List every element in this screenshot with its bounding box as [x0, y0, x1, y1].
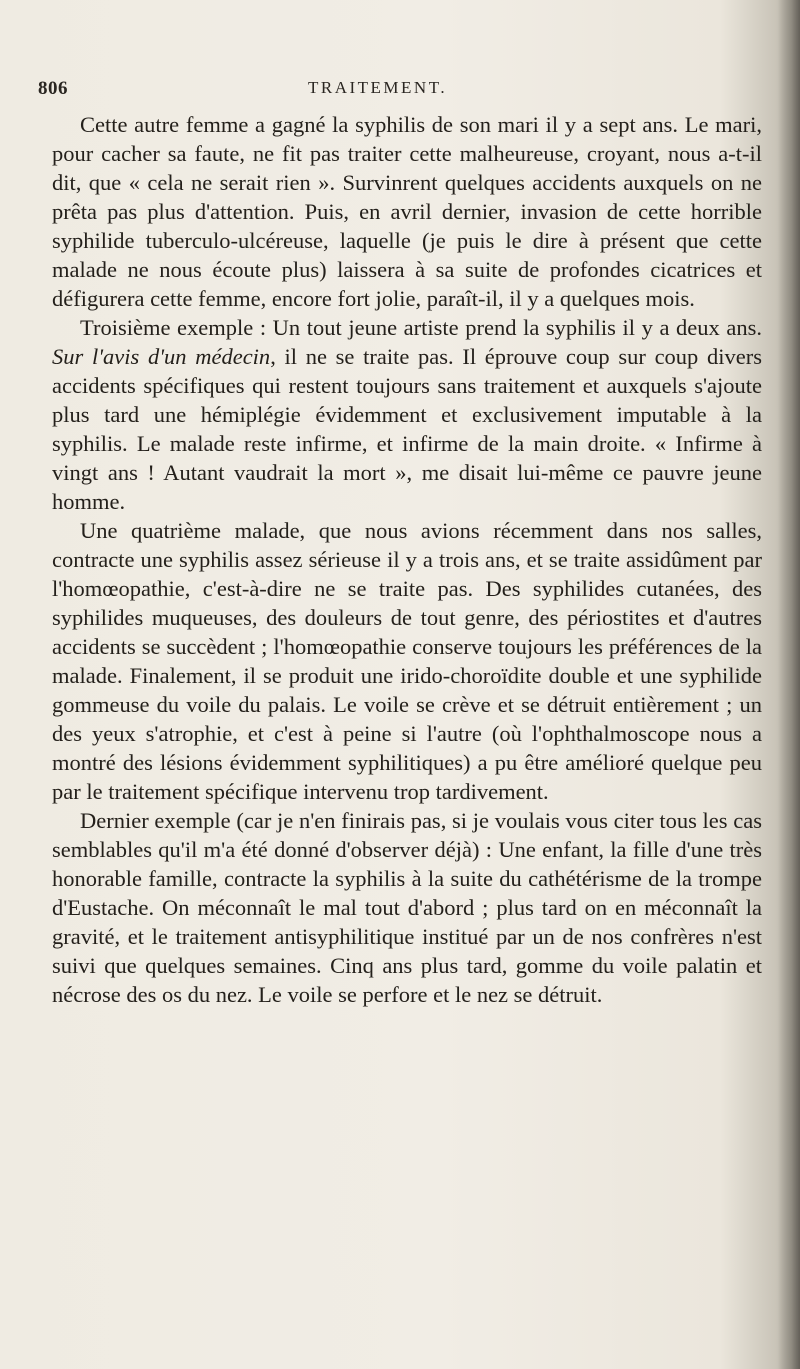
paragraph-4: Dernier exemple (car je n'en finirais pas, si je voulais vous citer tous les cas semblables qu'il m'a été donné d'observer déjà) : Une enfant, la fille d'une très honorable famille, contracte la syphilis à la suite du cathétérisme de la trompe d'Eustache. On méconnaît le mal tout d'abord ; plus tard on en méconnaît la gravité, et le traitement antisyphilitique institué par un de nos confrères n'est suivi que quelques semaines. Cinq ans plus tard, gomme du voile palatin et nécrose des os du nez. Le voile se perfore et le nez se détruit.	[52, 808, 762, 1007]
page-header	[38, 78, 638, 106]
paragraph-2	[52, 313, 762, 516]
body-text	[52, 110, 762, 1009]
paragraph-1: Cette autre femme a gagné la syphilis de son mari il y a sept ans. Le mari, pour cacher sa faute, ne fit pas traiter cette malheureuse, croyant, nous a-t-il dit, que « cela ne serait rien ». Survinrent quelques accidents auxquels on ne prêta pas plus d'attention. Puis, en avril dernier, invasion de cette horrible syphilide tuberculo-ulcéreuse, laquelle (je puis le dire à présent que cette malade ne nous écoute plus) laissera à sa suite de profondes cicatrices et défigurera cette femme, encore fort jolie, paraît-il, il y a quelques mois.	[52, 112, 762, 311]
page-number: 806	[38, 78, 68, 99]
paragraph-2-end: , il ne se traite pas. Il éprouve coup sur coup divers accidents spécifiques qui restent toujours sans traitement et auxquels s'ajoute plus tard une hémiplégie évidemment et exclusivement imputable à la syphilis. Le malade reste infirme, et infirme de la main droite. « Infirme à vingt ans ! Autant vaudrait la mort », me disait lui-même ce pauvre jeune homme.	[52, 344, 762, 514]
running-title: TRAITEMENT.	[308, 78, 448, 97]
page-edge-shadow	[778, 0, 800, 1369]
paragraph-3: Une quatrième malade, que nous avions récemment dans nos salles, contracte une syphilis assez sérieuse il y a trois ans, et se traite assidûment par l'homœopathie, c'est-à-dire ne se traite pas. Des syphilides cutanées, des syphilides muqueuses, des douleurs de tout genre, des périostites et d'autres accidents se succèdent ; l'homœopathie conserve toujours les préférences de la malade. Finalement, il se produit une irido-choroïdite double et une syphilide gommeuse du voile du palais. Le voile se crève et se détruit entièrement ; un des yeux s'atrophie, et c'est à peine si l'autre (où l'ophthalmoscope nous a montré des lésions évidemment syphilitiques) a pu être amélioré quelque peu par le traitement spécifique intervenu trop tardivement.	[52, 518, 762, 804]
paragraph-2-italic: Sur l'avis d'un médecin	[52, 344, 271, 369]
paragraph-2-start: Troisième exemple : Un tout jeune artiste prend la syphilis il y a deux ans.	[80, 315, 762, 340]
